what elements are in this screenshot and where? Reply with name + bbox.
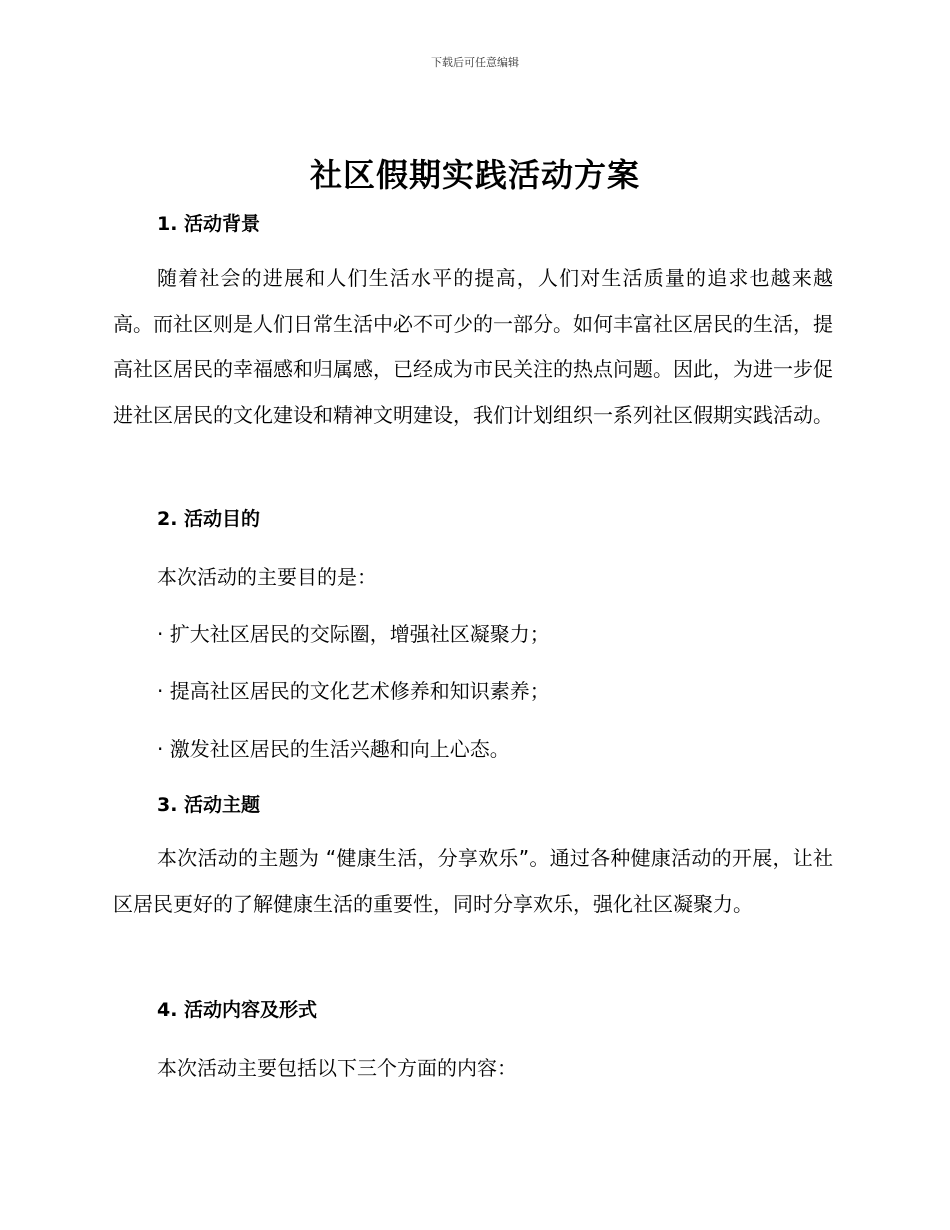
content-format-intro: 本次活动主要包括以下三个方面的内容：: [157, 1056, 517, 1080]
section-heading-background: 1. 活动背景: [157, 213, 261, 235]
theme-paragraph: 本次活动的主题为 “健康生活，分享欢乐”。通过各种健康活动的开展，让社区居民更好的了解健康生活的重要性，同时分享欢乐，强化社区凝聚力。: [113, 846, 833, 916]
purpose-bullet-item: · 提高社区居民的文化艺术修养和知识素养；: [157, 679, 550, 703]
page-header-note: 下载后可任意编辑: [431, 56, 519, 69]
purpose-bullet-item: · 扩大社区居民的交际圈，增强社区凝聚力；: [157, 622, 550, 646]
purpose-intro: 本次活动的主要目的是：: [157, 565, 377, 589]
section-heading-theme: 3. 活动主题: [157, 794, 261, 816]
section-heading-content-format: 4. 活动内容及形式: [157, 999, 318, 1021]
document-title: 社区假期实践活动方案: [309, 156, 640, 194]
section-heading-purpose: 2. 活动目的: [157, 508, 261, 530]
purpose-bullet-item: · 激发社区居民的生活兴趣和向上心态。: [157, 737, 510, 761]
background-paragraph: 随着社会的进展和人们生活水平的提高，人们对生活质量的追求也越来越高。而社区则是人们日常生活中必不可少的一部分。如何丰富社区居民的生活，提高社区居民的幸福感和归属感，已经成为市民关注的热点问题。因此，为进一步促进社区居民的文化建设和精神文明建设，我们计划组织一系列社区假期实践活动。: [113, 266, 833, 427]
